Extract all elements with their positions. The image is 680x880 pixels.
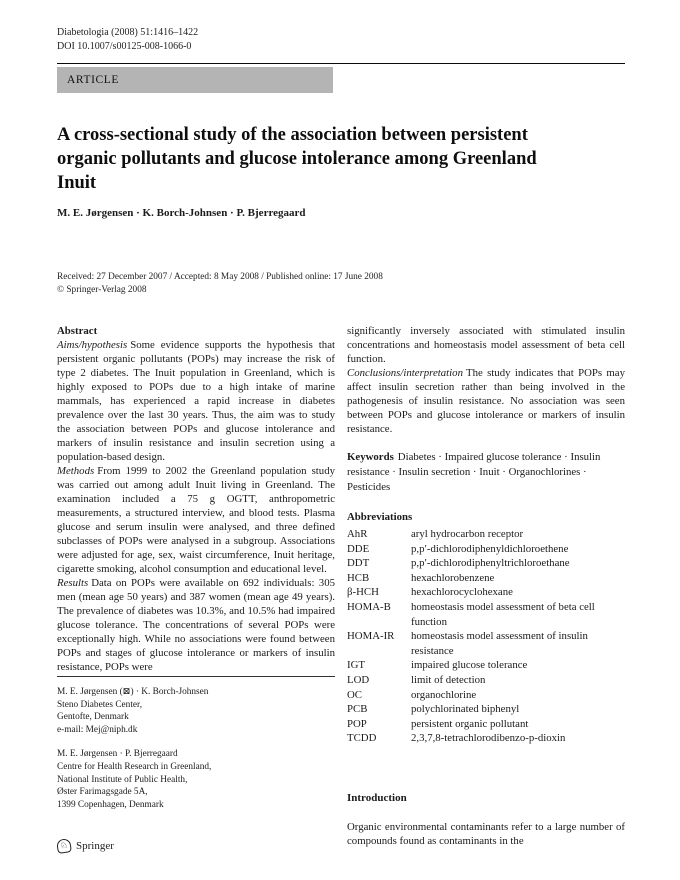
publication-dates — [57, 271, 625, 297]
aims-text: Some evidence supports the hypothesis that persistent organic pollutants (POPs) may increase the risk of type 2 diabetes. The Inuit population in Greenland, which is highly exposed to POPs due to a high intake of marine mammals, has experienced a rapid increase in diabetes prevalence over the last 30 years. Thus, the aim was to study the association between POPs and glucose intolerance and markers of insulin resistance and insulin secretion using a population-based design. — [57, 339, 335, 463]
abbrev-definition: persistent organic pollutant — [411, 717, 529, 730]
abbrev-term: PCB — [347, 703, 368, 716]
two-column-body — [57, 324, 625, 848]
left-column — [57, 324, 335, 848]
abbreviation-row — [347, 717, 625, 732]
publisher-footer — [57, 839, 114, 853]
footnote-line: M. E. Jørgensen (⊠) · K. Borch-Johnsen — [57, 687, 209, 697]
footnote-line: 1399 Copenhagen, Denmark — [57, 799, 164, 810]
abbrev-term: HOMA-B — [347, 600, 391, 613]
journal-doi: DOI 10.1007/s00125-008-1066-0 — [57, 41, 192, 52]
abbreviation-row — [347, 527, 625, 542]
article-type-badge: ARTICLE — [57, 67, 333, 93]
footnote-line: Øster Farimagsgade 5A, — [57, 787, 148, 798]
author-footnotes — [57, 676, 335, 811]
abbreviation-row — [347, 688, 625, 703]
abstract-heading: Abstract — [57, 325, 98, 337]
aims-label: Aims/hypothesis — [57, 339, 128, 351]
abbrev-term: HOMA-IR — [347, 630, 395, 643]
abbrev-definition: homeostasis model assessment of insulin resistance — [411, 630, 588, 657]
keywords-block — [347, 450, 625, 495]
abbrev-term: IGT — [347, 659, 365, 672]
abstract-aims — [57, 338, 335, 464]
abbreviation-row — [347, 542, 625, 557]
abstract-results — [57, 576, 335, 674]
abbrev-definition: hexachlorobenzene — [411, 571, 495, 584]
abbrev-definition: 2,3,7,8-tetrachlorodibenzo-p-dioxin — [411, 732, 566, 745]
received-accepted-line: Received: 27 December 2007 / Accepted: 8 May 2008 / Published online: 17 June 2008 — [57, 272, 383, 282]
conclusions-text: The study indicates that POPs may affect insulin secretion rather than being involved in the pathogenesis of insulin resistance. No association was seen between POPs and glucose intolerance or markers of insulin resistance. — [347, 367, 625, 435]
footnote-line: National Institute of Public Health, — [57, 774, 188, 785]
abstract-methods — [57, 464, 335, 576]
methods-label: Methods — [57, 465, 95, 477]
title-line-2: organic pollutants and glucose intolerance among Greenland — [57, 149, 537, 169]
footnote-affiliation-2 — [57, 748, 335, 811]
abbrev-definition: p,p′-dichlorodiphenyldichloroethene — [411, 542, 569, 555]
abstract-conclusions — [347, 366, 625, 436]
abbrev-definition: aryl hydrocarbon receptor — [411, 528, 524, 540]
introduction-text: Organic environmental contaminants refer to a large number of compounds found as contaminants in the — [347, 820, 625, 847]
abbrev-term: TCDD — [347, 732, 377, 745]
title-line-3: Inuit — [57, 173, 97, 193]
title-line-1: A cross-sectional study of the association between persistent — [57, 125, 528, 145]
abbreviation-row — [347, 556, 625, 571]
corresponding-email: e-mail: Mej@niph.dk — [57, 724, 138, 735]
abbrev-definition: organochlorine — [411, 688, 477, 701]
abbrev-definition: polychlorinated biphenyl — [411, 703, 520, 716]
footnote-line: Centre for Health Research in Greenland, — [57, 761, 212, 772]
abbrev-definition: impaired glucose tolerance — [411, 659, 528, 672]
abbrev-term: OC — [347, 688, 362, 701]
abbrev-term: LOD — [347, 673, 370, 686]
abstract-results-continued: significantly inversely associated with stimulated insulin concentrations and homeostasis model assessment of beta cell function. — [347, 325, 625, 365]
footnote-line: Gentofte, Denmark — [57, 712, 129, 723]
journal-page — [57, 0, 625, 848]
abbrev-term: DDT — [347, 557, 370, 570]
header-rule — [57, 63, 625, 64]
abbreviation-row — [347, 629, 625, 658]
footnote-line: Steno Diabetes Center, — [57, 699, 143, 710]
footnote-line: M. E. Jørgensen · P. Bjerregaard — [57, 749, 178, 760]
abbreviation-row — [347, 571, 625, 586]
abbrev-definition: p,p′-dichlorodiphenyltrichloroethane — [411, 557, 570, 570]
abbrev-term: DDE — [347, 542, 370, 555]
journal-header — [57, 26, 625, 54]
abbreviation-row — [347, 600, 625, 629]
right-column — [347, 324, 625, 848]
copyright-line: © Springer-Verlag 2008 — [57, 285, 147, 295]
keywords-text: Diabetes · Impaired glucose tolerance · Insulin resistance · Insulin secretion · Inuit · Organochlorines · Pesticides — [347, 451, 601, 493]
abbreviation-row — [347, 673, 625, 688]
authors-line: M. E. Jørgensen · K. Borch-Johnsen · P. Bjerregaard — [57, 207, 306, 219]
results-label: Results — [57, 577, 89, 589]
abbreviations-section — [347, 510, 625, 746]
abbrev-term: β-HCH — [347, 586, 379, 599]
introduction-heading: Introduction — [347, 791, 407, 804]
conclusions-label: Conclusions/interpretation — [347, 367, 463, 379]
abbreviations-heading: Abbreviations — [347, 511, 413, 523]
footnote-affiliation-1 — [57, 686, 335, 736]
abbrev-term: POP — [347, 717, 367, 730]
abbreviation-row — [347, 731, 625, 746]
results-text-left: Data on POPs were available on 692 individuals: 305 men (mean age 50 years) and 387 women (mean age 49 years). The prevalence of diabetes was 10.3%, and 10.5% had impaired glucose tolerance. The concentrations of several POPs were exceptionally high. While no associations were found between POPs and stages of glucose intolerance or markers of insulin resistance, POPs were — [57, 577, 335, 673]
abbreviation-row — [347, 585, 625, 600]
abbrev-definition: limit of detection — [411, 673, 486, 686]
abbrev-definition: hexachlorocyclohexane — [411, 586, 513, 599]
keywords-label: Keywords — [347, 451, 394, 463]
abbrev-definition: homeostasis model assessment of beta cell function — [411, 600, 595, 628]
abbreviation-row — [347, 702, 625, 717]
methods-text: From 1999 to 2002 the Greenland population study was carried out among adult Inuit living in Greenland. The examination included a 75 g OGTT, anthropometric measurements, a structured interview, and blood tests. Plasma glucose and serum insulin were analysed, and three defined subclasses of POPs were analysed in a subgroup. Associations were adjusted for age, sex, waist circumference, Inuit heritage, cigarette smoking, alcohol consumption and educational level. — [57, 465, 335, 575]
abbrev-term: AhR — [347, 528, 368, 540]
journal-citation: Diabetologia (2008) 51:1416–1422 — [57, 27, 199, 38]
springer-horse-icon: ♘ — [56, 838, 72, 854]
abbrev-term: HCB — [347, 571, 370, 584]
publisher-name: Springer — [76, 840, 114, 852]
page-title — [57, 123, 625, 195]
abbreviation-row — [347, 658, 625, 673]
